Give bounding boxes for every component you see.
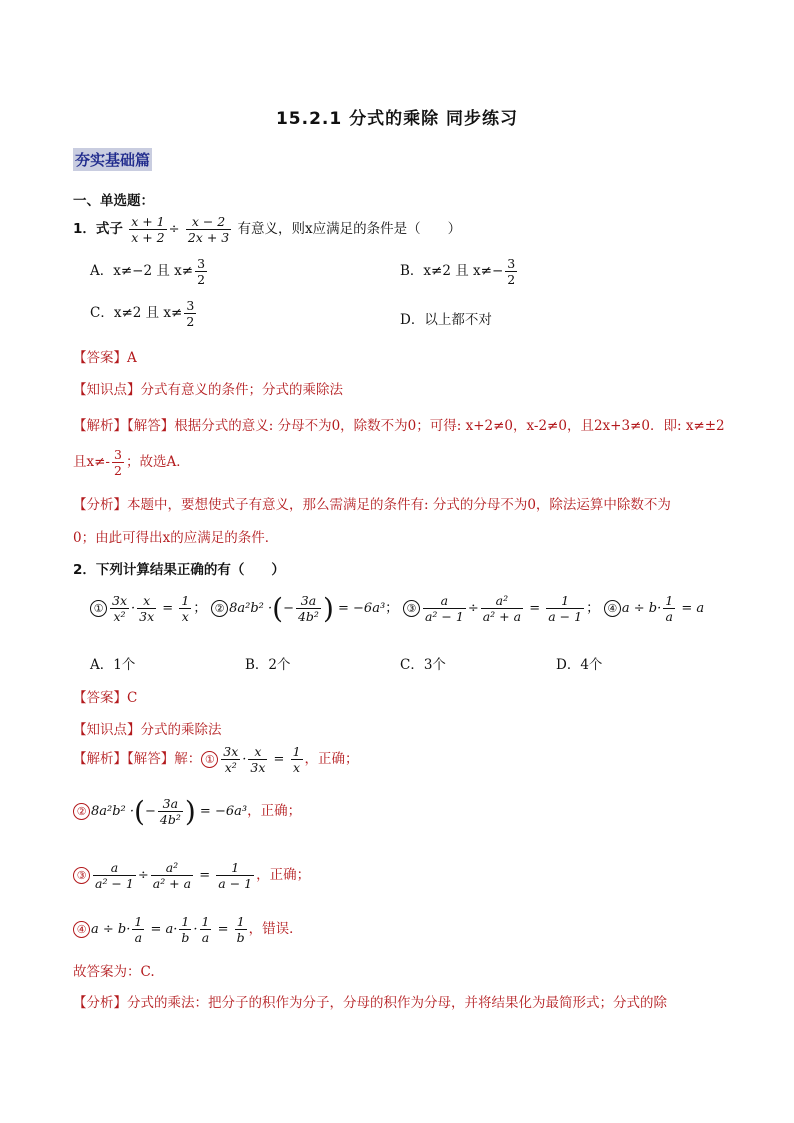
knowledge-point-2: 【知识点】分式的乘除法 (73, 722, 222, 738)
answer-1: 【答案】A (73, 350, 137, 366)
knowledge-point-1: 【知识点】分式有意义的条件；分式的乘除法 (73, 382, 343, 398)
analysis-2-line3: ③ $\frac{a}{\text{a² − 1}}$ ÷ $\frac{\text{a²}}{\text{a² + a}}$ = $\frac{1}{a - 1}$ ，正确； (73, 860, 310, 891)
q2-option-b: B．2个 (245, 657, 291, 673)
option-a: A．x≠−2 且 x≠ $\frac{3}{2}$ (90, 256, 206, 287)
page-title: 15.2.1 分式的乘除 同步练习 (275, 109, 519, 129)
q2-option-d: D．4个 (556, 657, 603, 673)
option-d: D．以上都不对 (400, 312, 492, 328)
question-1-stem: 1．式子 $\frac{x + 1}{x + 2}$ ÷ $\frac{x - 2}{2x + 3}$ 有意义，则x应满足的条件是（ ） (73, 214, 462, 245)
question-1-tail: 有意义，则x应满足的条件是（ ） (237, 221, 462, 237)
note-1-line2: 0；由此可得出x的应满足的条件． (73, 530, 279, 546)
option-b: B．x≠2 且 x≠− $\frac{3}{2}$ (400, 256, 516, 287)
analysis-2-line2: ② 8a²b² ·(− $\frac{3a}{\text{4b²}}$ ) = −6a³，正确； (73, 795, 301, 828)
analysis-1-line2: 且x≠- $\frac{3}{2}$ ；故选A． (73, 447, 190, 478)
analysis-2-line1: 【解析】【解答】解： ① $\frac{3x}{\text{x²}}$ · $\frac{x}{3x}$ = $\frac{1}{x}$ ，正确； (73, 744, 359, 775)
q2-option-a: A．1个 (90, 657, 136, 673)
note-1: 【分析】本题中，要想使式子有意义，那么需满足的条件有: 分式的分母不为0，除法运算中除数不为 (73, 497, 671, 513)
answer-2: 【答案】C (73, 690, 138, 706)
question-2-stem: 2．下列计算结果正确的有（ ） (73, 562, 285, 578)
analysis-1: 【解析】【解答】根据分式的意义: 分母不为0，除数不为0；可得: x+2≠0，x-2≠0，且2x+3≠0．即: x≠±2 (73, 418, 725, 434)
question-1-number: 1．式子 (73, 221, 123, 237)
q2-option-c: C．3个 (400, 657, 446, 673)
fraction-b: $\frac{x - 2}{2x + 3}$ (187, 214, 230, 245)
option-c: C．x≠2 且 x≠ $\frac{3}{2}$ (90, 298, 195, 329)
question-2-expressions: ① $\frac{3x}{\text{x²}}$ · $\frac{x}{3x}$ = $\frac{1}{x}$ ； ② 8a²b² ·(− $\frac{3a}{\text{4b²}}$ ) = −6a³； ③ $\frac{a}{\text{a² − 1}}$ ÷ $\frac{\text{a²}}{\text{a² + a}}$ = $\frac{1}{a - 1}$ ； ④ a ÷ b· $\frac{1}{a}$ = a (90, 592, 704, 625)
section-heading: 一、单选题： (73, 193, 154, 209)
note-2: 【分析】分式的乘法：把分子的积作为分子，分母的积作为分母，并将结果化为最简形式；分式的除 (73, 995, 667, 1011)
fraction-a: $\frac{x + 1}{x + 2}$ (131, 214, 165, 245)
section-tag: 夯实基础篇 (73, 148, 152, 171)
final-answer-2: 故答案为：C. (73, 964, 155, 980)
analysis-2-line4: ④ a ÷ b· $\frac{1}{a}$ = a· $\frac{1}{b}$ · $\frac{1}{a}$ = $\frac{1}{b}$ ，错误． (73, 914, 303, 945)
